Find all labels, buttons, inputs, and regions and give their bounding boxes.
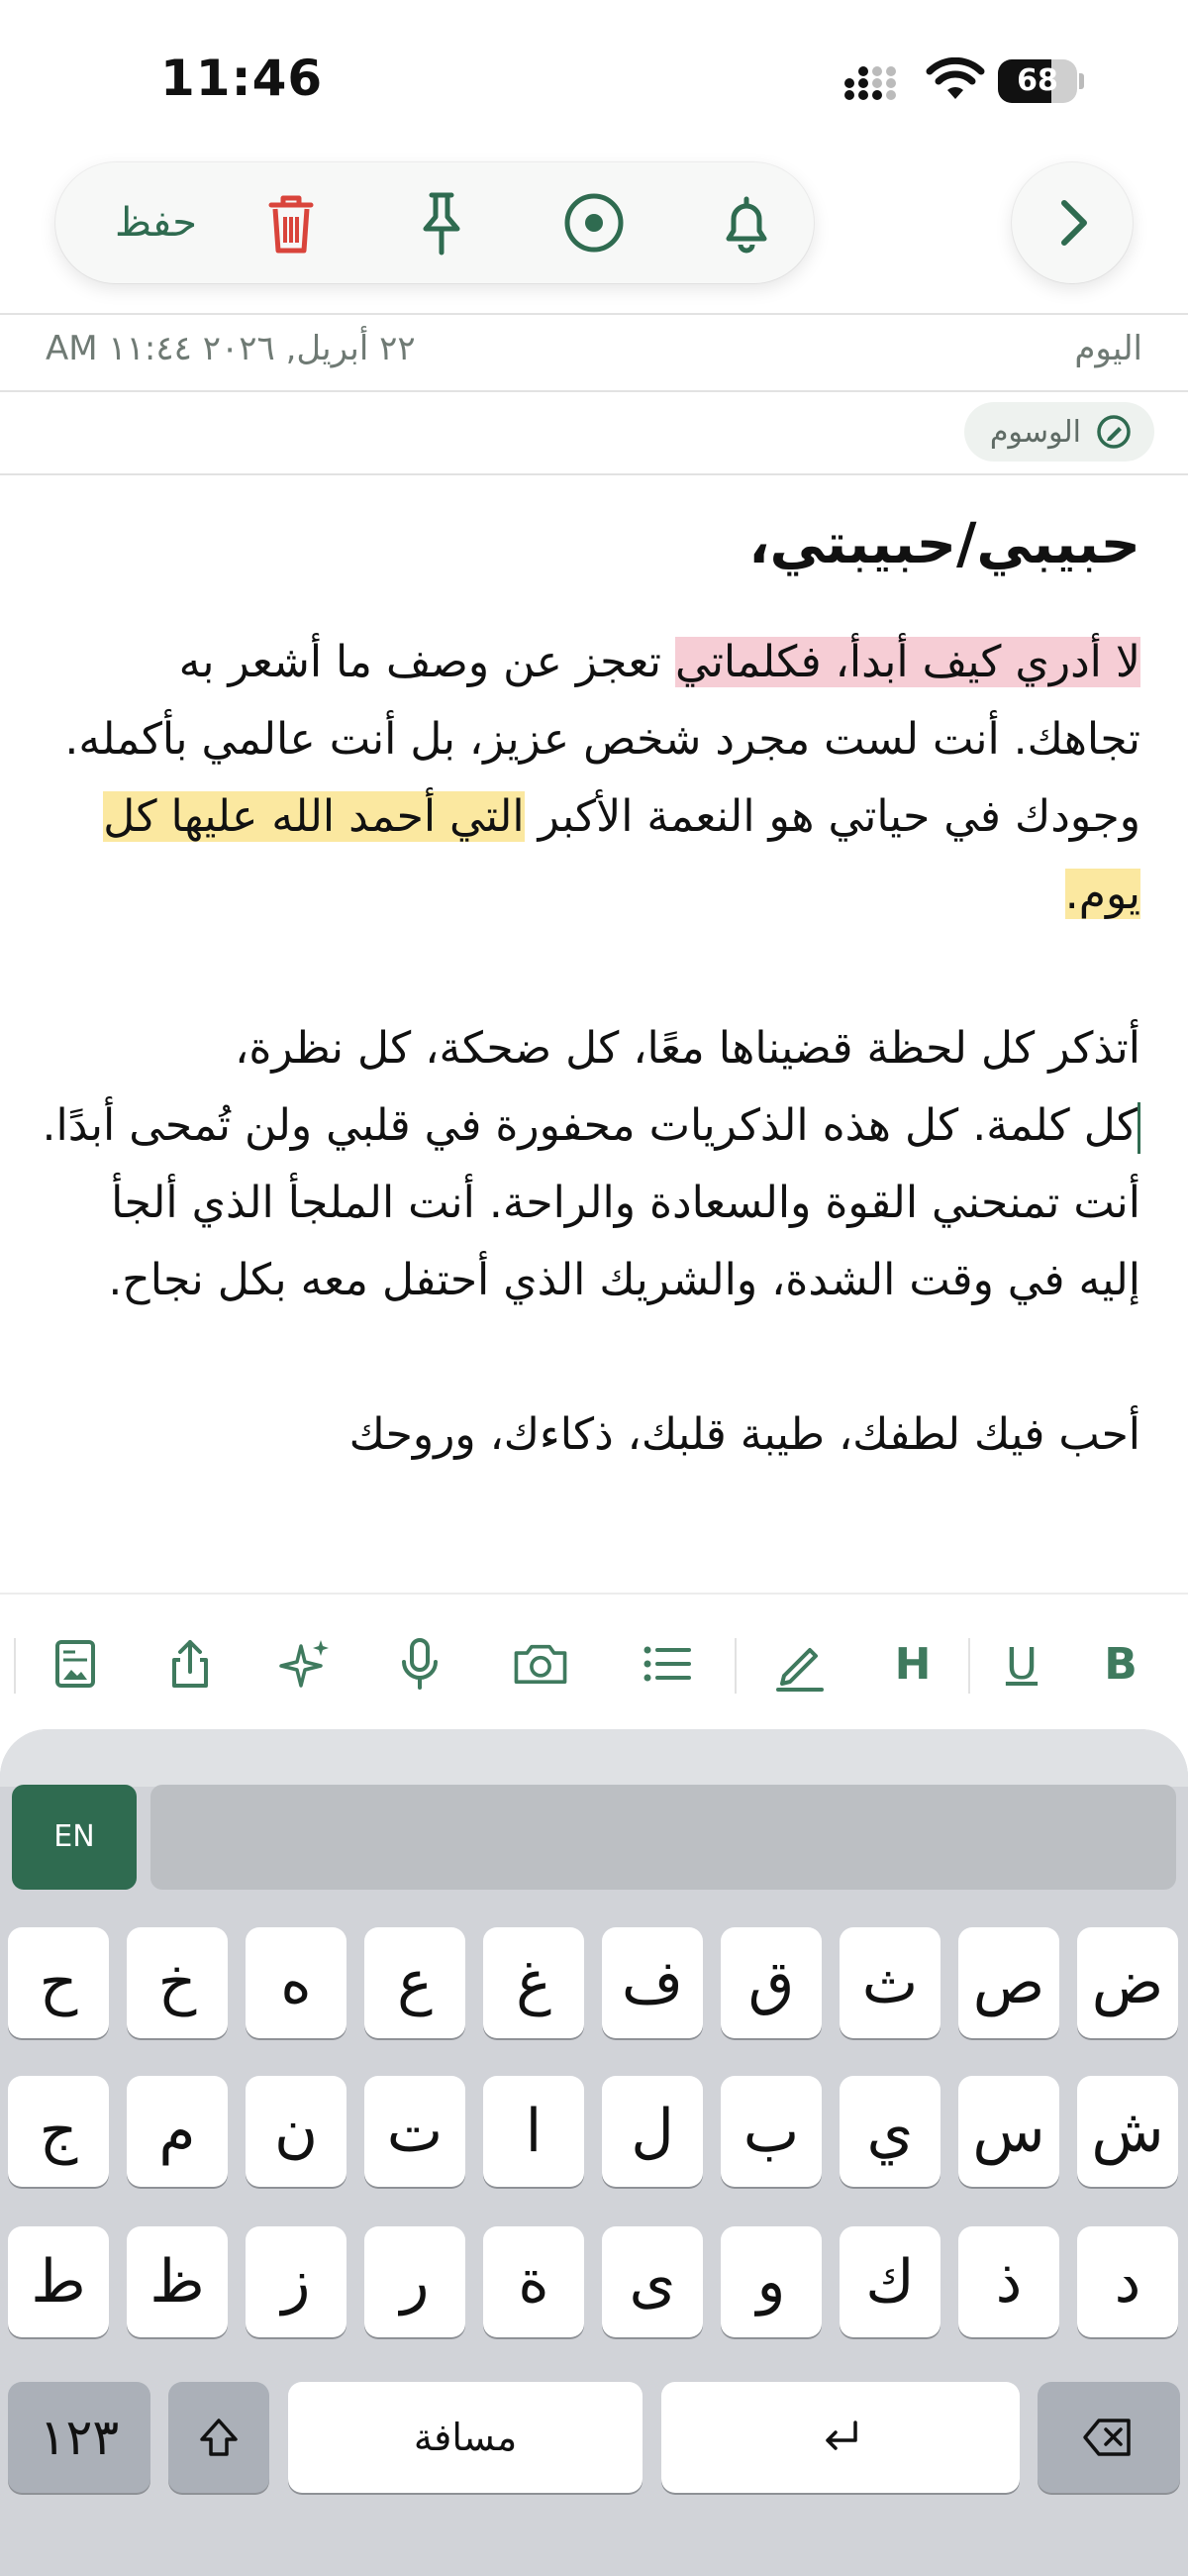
record-icon[interactable] [556,185,632,260]
next-button[interactable] [1012,162,1133,283]
delete-key[interactable] [1038,2382,1180,2493]
wifi-icon [926,57,985,103]
paragraph-1[interactable] [40,624,1140,933]
microphone-icon[interactable] [390,1634,449,1694]
return-icon [816,2413,865,2462]
key-row3-6[interactable]: ر [364,2226,465,2337]
shift-icon [194,2413,244,2462]
key-row2-4[interactable]: ل [602,2076,703,2187]
note-day-label: اليوم [1074,329,1142,368]
key-row3-2[interactable]: ك [840,2226,940,2337]
underline-button[interactable]: U [1005,1638,1039,1690]
numbers-key[interactable]: ١٢٣ [8,2382,150,2493]
note-editor[interactable] [40,495,1140,1474]
pencil-icon[interactable] [770,1634,830,1694]
key-row3-4[interactable]: ى [602,2226,703,2337]
key-row1-3[interactable]: ق [721,1927,822,2038]
key-row2-3[interactable]: ب [721,2076,822,2187]
key-row3-3[interactable]: و [721,2226,822,2337]
text-cursor [1138,1102,1140,1154]
key-row1-0[interactable]: ض [1077,1927,1178,2038]
backspace-icon [1081,2413,1137,2462]
bell-icon[interactable] [709,185,784,260]
key-row1-4[interactable]: ف [602,1927,703,2038]
note-meta-row [0,313,1188,392]
camera-icon[interactable] [511,1634,570,1694]
paragraph-2-text: كل كلمة. كل هذه الذكريات محفورة في قلبي ولن تُمحى أبدًا. أنت تمنحني القوة والسعادة والراحة. أنت الملجأ الذي ألجأ إليه في وقت الشدة، والشريك الذي أحتفل معه بكل نجاح. [42,1100,1140,1305]
paragraph-3[interactable]: أحب فيك لطفك، طيبة قلبك، ذكاءك، وروحك [348,1409,1140,1460]
tag-icon [1095,413,1133,451]
keyboard-top-edge [0,1729,1188,1787]
key-row1-8[interactable]: خ [127,1927,228,2038]
key-row2-6[interactable]: ت [364,2076,465,2187]
tags-button[interactable] [964,402,1154,462]
paragraph-2-line-1: أتذكر كل لحظة قضيناها معًا، كل ضحكة، كل نظرة، [235,1023,1140,1074]
key-row2-0[interactable]: ش [1077,2076,1178,2187]
cellular-signal-icon [842,63,911,103]
card-icon[interactable] [46,1634,105,1694]
tags-row [0,390,1188,475]
status-time: 11:46 [160,50,324,107]
key-row2-5[interactable]: ا [483,2076,584,2187]
key-row2-2[interactable]: ي [840,2076,940,2187]
key-row3-8[interactable]: ظ [127,2226,228,2337]
tags-label: الوسوم [989,414,1081,450]
heading-button[interactable]: H [894,1638,932,1690]
key-row2-1[interactable]: س [958,2076,1059,2187]
shift-key[interactable] [168,2382,269,2493]
format-toolbar [0,1593,1188,1735]
key-row3-0[interactable]: د [1077,2226,1178,2337]
battery-indicator [998,59,1083,103]
pin-icon[interactable] [404,185,479,260]
return-key[interactable] [661,2382,1020,2493]
key-row2-9[interactable]: ج [8,2076,109,2187]
key-row1-2[interactable]: ث [840,1927,940,2038]
key-row1-5[interactable]: غ [483,1927,584,2038]
suggestion-bar [150,1785,1176,1890]
key-row1-1[interactable]: ص [958,1927,1059,2038]
share-icon[interactable] [160,1634,220,1694]
key-row1-6[interactable]: ع [364,1927,465,2038]
sparkles-icon[interactable] [275,1634,335,1694]
key-row3-1[interactable]: ذ [958,2226,1059,2337]
key-row1-9[interactable]: ح [8,1927,109,2038]
key-row3-7[interactable]: ز [246,2226,346,2337]
note-title[interactable]: حبيبي/حبيبتي، [748,512,1140,576]
battery-percent: 68 [1017,63,1058,98]
paragraph-2[interactable] [40,1010,1140,1319]
paragraph-1-text: تعجز عن وصف ما أشعر به تجاهك. أنت لست مجرد شخص عزيز، بل أنت عالمي بأكمله. وجودك في حياتي هو النعمة الأكبر [64,637,1140,842]
highlight-yellow: التي أحمد الله عليها كل يوم. [103,791,1140,919]
key-row1-7[interactable]: ه [246,1927,346,2038]
keyboard [0,1729,1188,2576]
key-row3-9[interactable]: ط [8,2226,109,2337]
save-button[interactable]: حفظ [115,200,197,246]
bold-button[interactable]: B [1104,1638,1138,1690]
language-switch-button[interactable]: EN [12,1785,137,1890]
list-icon[interactable] [638,1634,697,1694]
note-date: ٢٢ أبريل, ٢٠٢٦ ١١:٤٤ AM [46,329,416,368]
note-actions-toolbar [55,162,814,283]
key-row2-7[interactable]: ن [246,2076,346,2187]
highlight-pink: لا أدري كيف أبدأ، فكلماتي [675,637,1140,687]
trash-icon[interactable] [253,185,329,260]
key-row3-5[interactable]: ة [483,2226,584,2337]
chevron-right-icon [1042,193,1102,253]
key-row2-8[interactable]: م [127,2076,228,2187]
space-key[interactable]: مسافة [288,2382,643,2493]
